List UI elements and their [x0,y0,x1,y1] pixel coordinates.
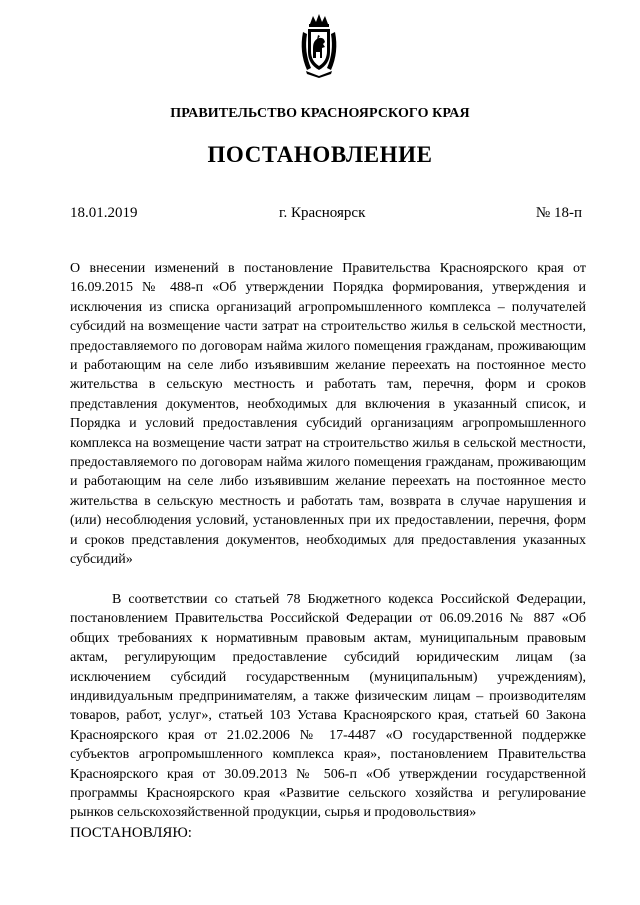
preamble-paragraph: В соответствии со статьей 78 Бюджетного кодекса Российской Федерации, постановлением Правительства Российской Федерации от 06.09.2016 № 887 «Об общих требованиях к нормативным правовым актам, муниципальным правовым актам, регулирующим предоставление субсидий юридическим лицам (за исключением субсидий государственным (муниципальным) учреждениям), индивидуальным предпринимателям, а также физическим лицам – производителям товаров, работ, услуг», статьей 103 Устава Красноярского края, статьей 60 Закона Красноярского края от 21.02.2006 № 17-4487 «О государственной поддержке субъектов агропромышленного комплекса края», постановлением Правительства Красноярского края от 30.09.2013 № 506-п «Об утверждении государственной программы Красноярского края «Развитие сельского хозяйства и регулирование рынков сельскохозяйственной продукции, сырья и продовольствия» [70,592,586,821]
government-name: ПРАВИТЕЛЬСТВО КРАСНОЯРСКОГО КРАЯ [170,106,470,121]
document-city: г. Красноярск [279,205,366,221]
resolve-heading: ПОСТАНОВЛЯЮ: [70,824,192,841]
document-date: 18.01.2019 [70,205,138,221]
document-number: № 18-п [535,205,582,221]
document-type: ПОСТАНОВЛЕНИЕ [207,142,433,167]
document-body [70,590,586,843]
document-title: О внесении изменений в постановление Правительства Красноярского края от 16.09.2015 № 488-п «Об утверждении Порядка формирования, утверждения и исключения из списка организаций агропромышленного комплекса – получателей субсидий на возмещение части затрат на строительство жилья в сельской местности, предоставляемого по договорам найма жилого помещения гражданам, проживающим и работающим на селе либо изъявившим желание переехать на постоянное место жительства в сельскую местность и работать там, перечня, форм и сроков представления документов, необходимых для включения в указанный список, и Порядка и условий предоставления субсидий организациям агропромышленного комплекса на возмещение части затрат на строительство жилья в сельской местности, предоставляемого по договорам найма жилого помещения гражданам, проживающим и работающим на селе либо изъявившим желание переехать на постоянное место жительства в сельскую местность и работать там, возврата в случае нарушения и (или) несоблюдения условий, установленных при их предоставлении, перечня, форм и сроков представления документов, необходимых для предоставления указанных субсидий» [70,261,586,568]
krasnoyarsk-coat-of-arms-icon [298,14,340,78]
